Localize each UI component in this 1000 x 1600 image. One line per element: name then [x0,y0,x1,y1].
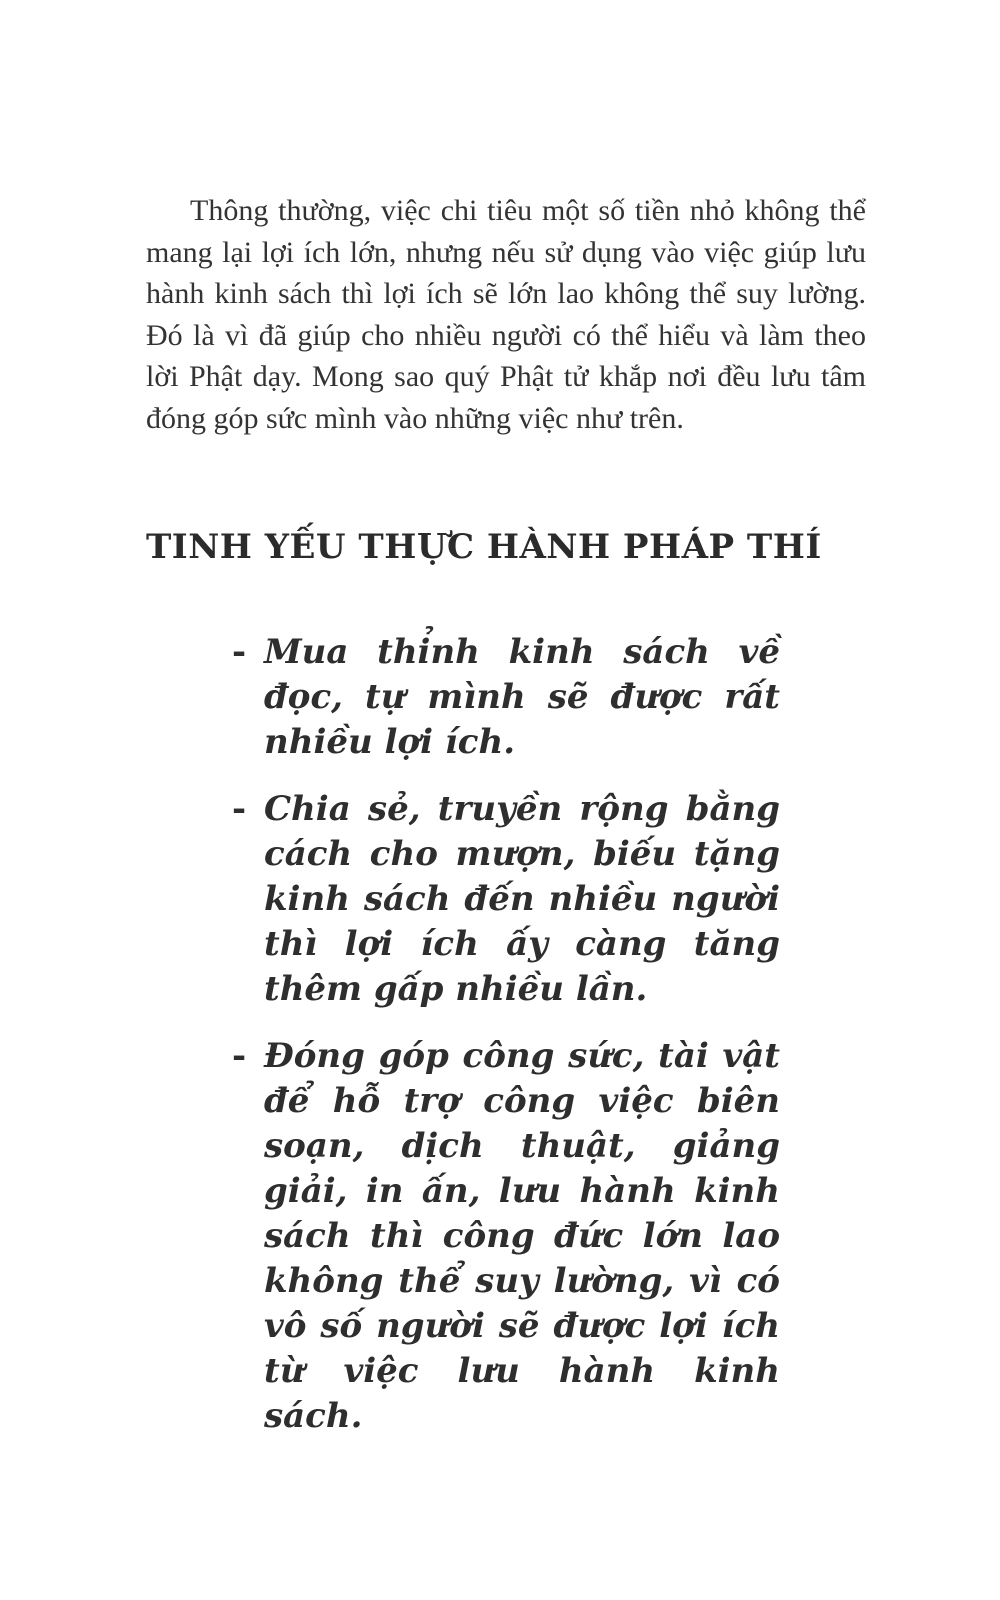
practice-text: Mua thỉnh kinh sách về đọc, tự mình sẽ được rất nhiều lợi ích. [264,632,780,762]
practice-text: Đóng góp công sức, tài vật để hỗ trợ công việc biên soạn, dịch thuật, giảng giải, in ấn, lưu hành kinh sách thì công đức lớn lao không thể suy lường, vì có vô số người sẽ được lợi ích từ việc lưu hành kinh sách. [264,1036,780,1436]
practice-text: Chia sẻ, truyền rộng bằng cách cho mượn, biếu tặng kinh sách đến nhiều người thì lợi ích ấy càng tăng thêm gấp nhiều lần. [264,789,780,1009]
practice-item-share [232,787,780,1012]
practice-item-read [232,630,780,765]
section-heading: TINH YẾU THỰC HÀNH PHÁP THÍ [146,527,822,567]
bullet-dash: - [232,632,247,672]
practice-list [232,630,780,1461]
bullet-dash: - [232,789,247,829]
practice-item-contribute [232,1034,780,1439]
intro-paragraph: Thông thường, việc chi tiêu một số tiền nhỏ không thể mang lại lợi ích lớn, nhưng nếu sử dụng vào việc giúp lưu hành kinh sách thì lợi ích sẽ lớn lao không thể suy lường. Đó là vì đã giúp cho nhiều người có thể hiểu và làm theo lời Phật dạy. Mong sao quý Phật tử khắp nơi đều lưu tâm đóng góp sức mình vào những việc như trên. [146,194,866,435]
bullet-dash: - [232,1036,247,1076]
